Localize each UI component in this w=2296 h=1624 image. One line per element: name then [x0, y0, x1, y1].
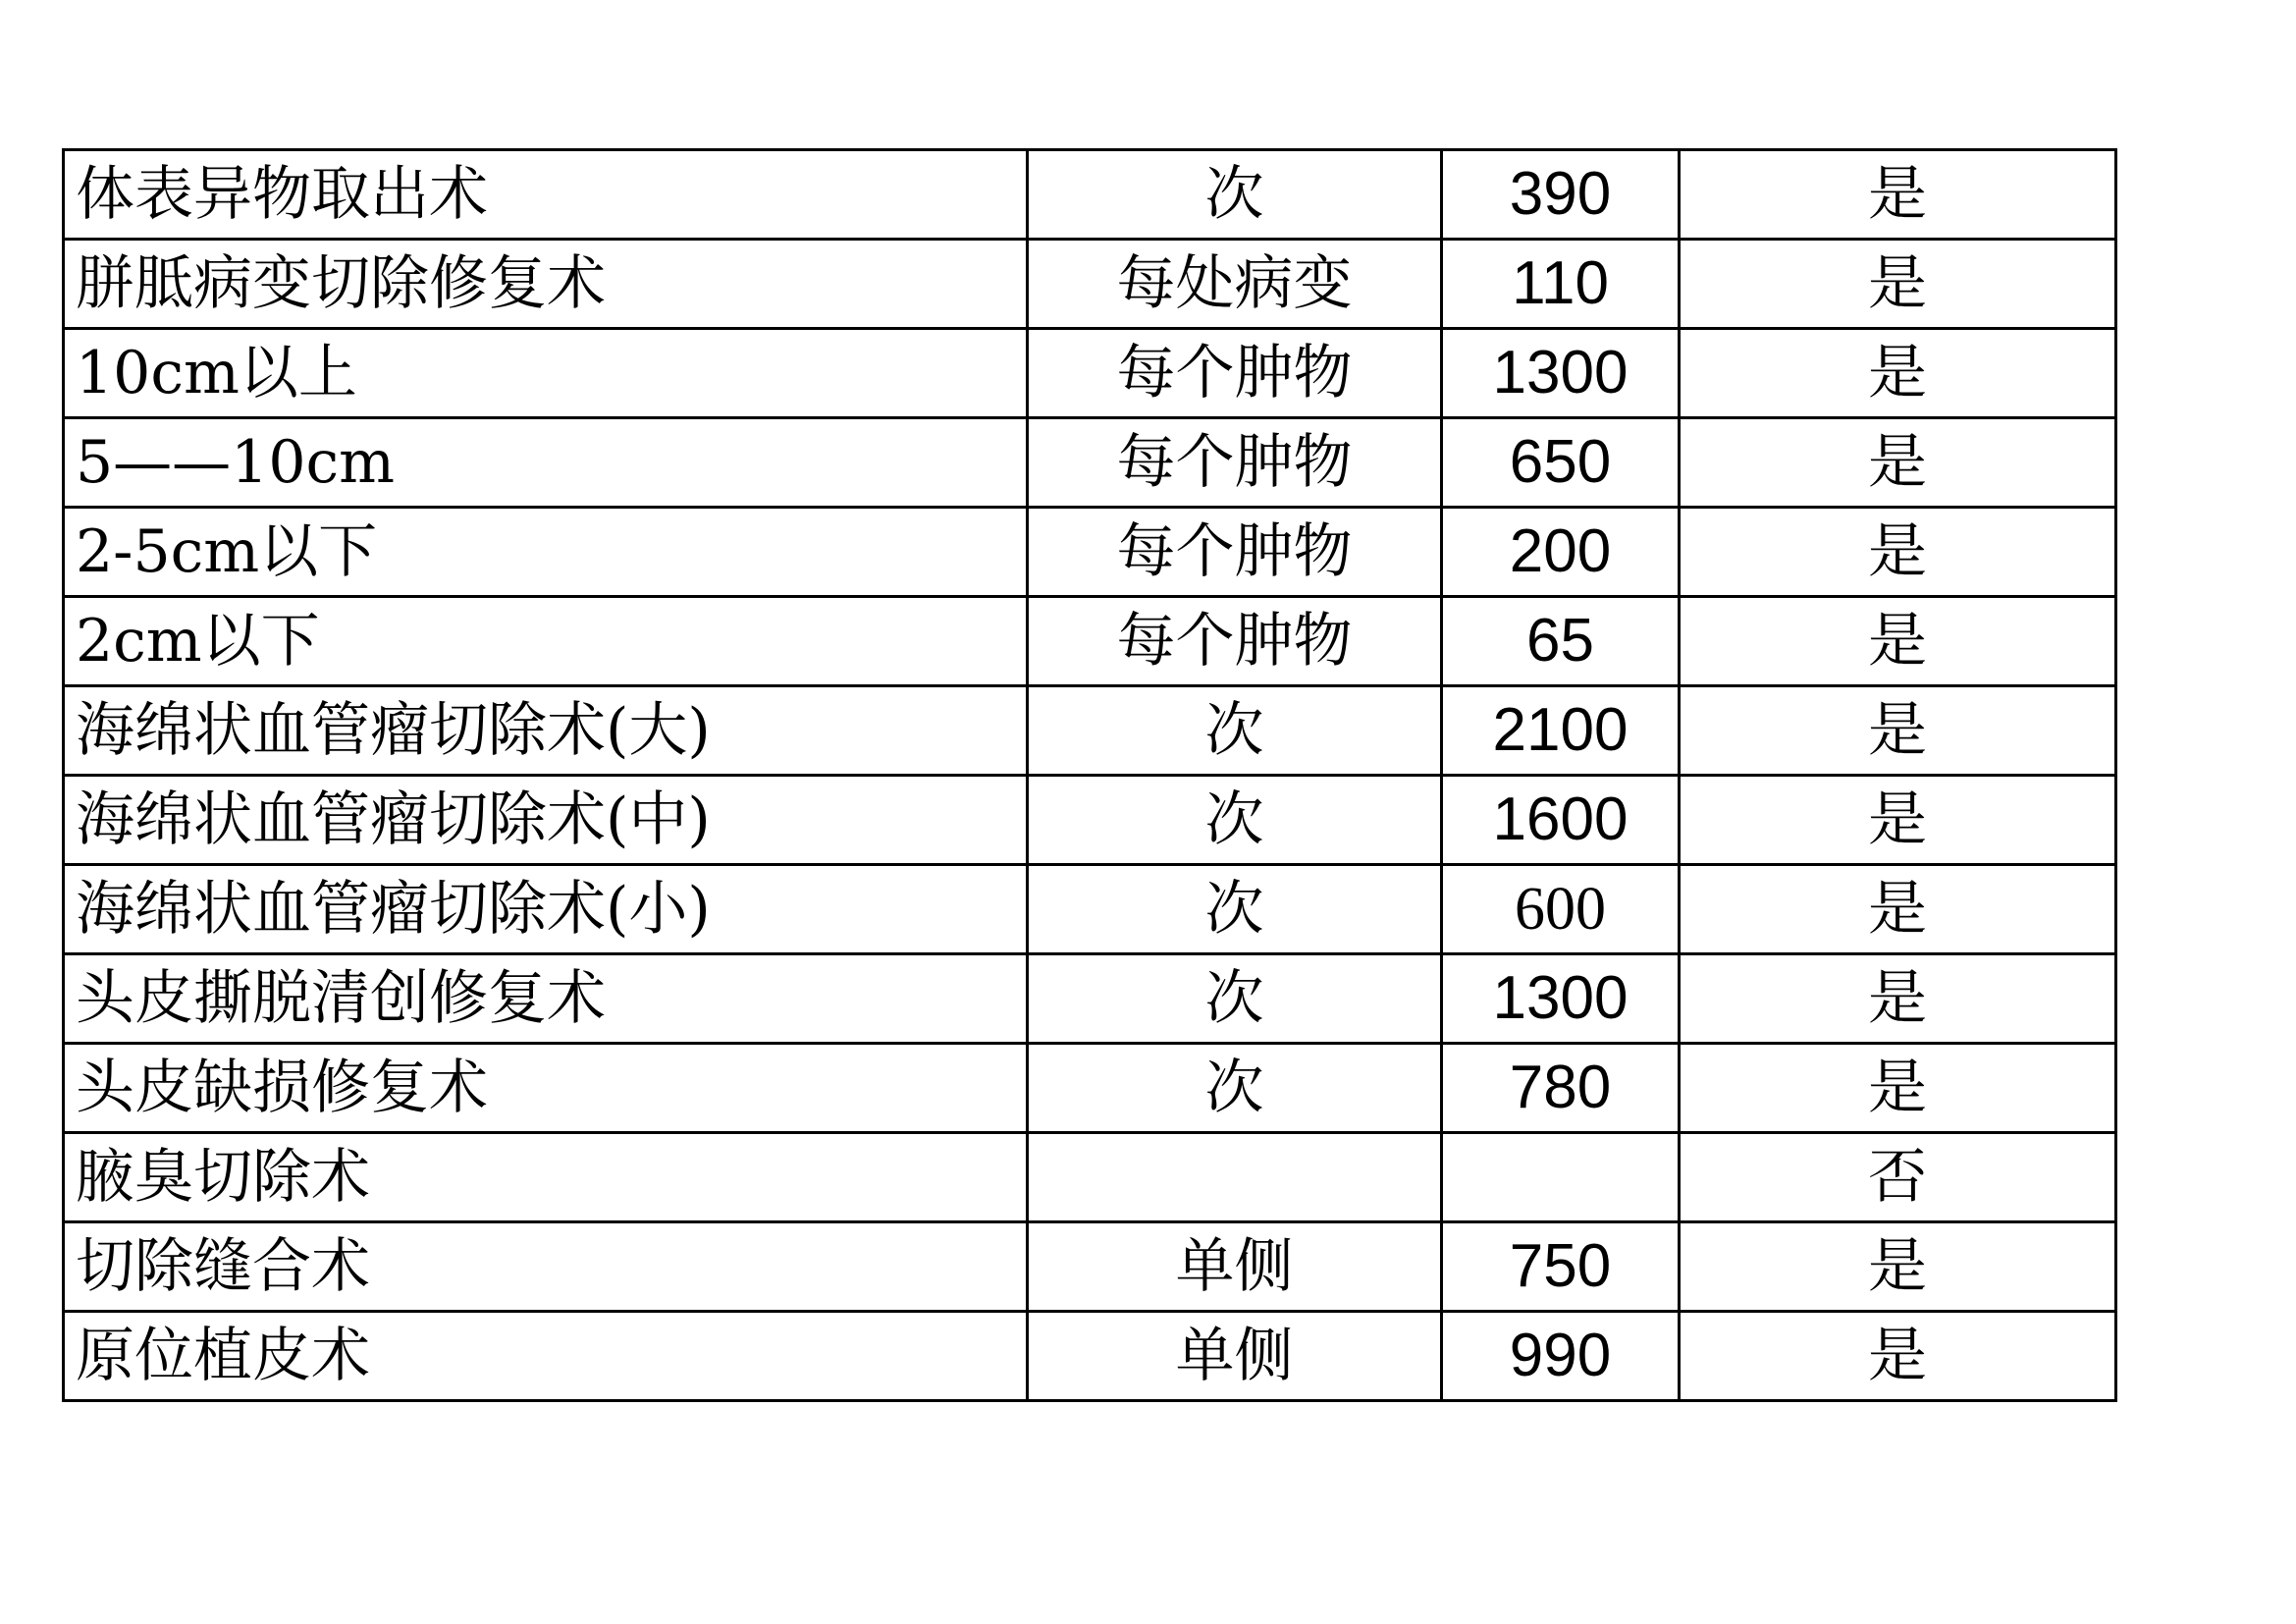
table-row: [64, 1044, 2116, 1133]
price-cell: 650: [1442, 418, 1680, 508]
reimbursable-cell: 是: [1680, 418, 2116, 508]
table-row: [64, 776, 2116, 865]
reimbursable-cell: 是: [1680, 329, 2116, 418]
table-row: [64, 329, 2116, 418]
procedure-name-cell: 海绵状血管瘤切除术(大): [64, 686, 1028, 776]
price-cell: [1442, 1133, 1680, 1222]
unit-cell: 每处病变: [1028, 240, 1442, 329]
procedure-name-cell: 腋臭切除术: [64, 1133, 1028, 1222]
reimbursable-cell: 是: [1680, 240, 2116, 329]
reimbursable-cell: 是: [1680, 776, 2116, 865]
table-row: [64, 1133, 2116, 1222]
unit-cell: 每个肿物: [1028, 508, 1442, 597]
procedure-name-cell: 体表异物取出术: [64, 150, 1028, 240]
procedure-name-cell: 海绵状血管瘤切除术(中): [64, 776, 1028, 865]
price-cell: 65: [1442, 597, 1680, 686]
table-row: [64, 1312, 2116, 1401]
table-row: [64, 686, 2116, 776]
procedure-name-cell: 胼胝病变切除修复术: [64, 240, 1028, 329]
procedure-name-cell: 2-5cm以下: [64, 508, 1028, 597]
unit-cell: 次: [1028, 776, 1442, 865]
table-row: [64, 865, 2116, 954]
table-row: [64, 597, 2116, 686]
table-row: [64, 240, 2116, 329]
price-cell: 110: [1442, 240, 1680, 329]
unit-cell: 每个肿物: [1028, 418, 1442, 508]
procedure-name-cell: 10cm以上: [64, 329, 1028, 418]
price-cell: 750: [1442, 1222, 1680, 1312]
unit-cell: 每个肿物: [1028, 597, 1442, 686]
reimbursable-cell: 是: [1680, 508, 2116, 597]
unit-cell: 次: [1028, 150, 1442, 240]
reimbursable-cell: 是: [1680, 1312, 2116, 1401]
price-cell: 990: [1442, 1312, 1680, 1401]
reimbursable-cell: 是: [1680, 954, 2116, 1044]
price-cell: 1300: [1442, 329, 1680, 418]
unit-cell: 单侧: [1028, 1222, 1442, 1312]
price-cell: 200: [1442, 508, 1680, 597]
reimbursable-cell: 是: [1680, 1044, 2116, 1133]
table-row: [64, 150, 2116, 240]
unit-cell: [1028, 1133, 1442, 1222]
unit-cell: 次: [1028, 1044, 1442, 1133]
table-row: [64, 954, 2116, 1044]
unit-cell: 次: [1028, 865, 1442, 954]
price-cell: 390: [1442, 150, 1680, 240]
procedure-name-cell: 2cm以下: [64, 597, 1028, 686]
procedure-name-cell: 海绵状血管瘤切除术(小): [64, 865, 1028, 954]
price-cell: 780: [1442, 1044, 1680, 1133]
price-cell: 2100: [1442, 686, 1680, 776]
unit-cell: 每个肿物: [1028, 329, 1442, 418]
procedure-name-cell: 原位植皮术: [64, 1312, 1028, 1401]
fee-table: [62, 148, 2117, 1402]
table-row: [64, 418, 2116, 508]
price-cell: 600: [1442, 865, 1680, 954]
procedure-name-cell: 5——10cm: [64, 418, 1028, 508]
table-row: [64, 508, 2116, 597]
reimbursable-cell: 是: [1680, 1222, 2116, 1312]
procedure-name-cell: 头皮缺损修复术: [64, 1044, 1028, 1133]
reimbursable-cell: 是: [1680, 150, 2116, 240]
reimbursable-cell: 是: [1680, 686, 2116, 776]
unit-cell: 次: [1028, 954, 1442, 1044]
fee-table-body: [64, 150, 2116, 1401]
price-cell: 1600: [1442, 776, 1680, 865]
reimbursable-cell: 否: [1680, 1133, 2116, 1222]
unit-cell: 次: [1028, 686, 1442, 776]
reimbursable-cell: 是: [1680, 865, 2116, 954]
table-row: [64, 1222, 2116, 1312]
procedure-name-cell: 头皮撕脱清创修复术: [64, 954, 1028, 1044]
price-cell: 1300: [1442, 954, 1680, 1044]
procedure-name-cell: 切除缝合术: [64, 1222, 1028, 1312]
reimbursable-cell: 是: [1680, 597, 2116, 686]
unit-cell: 单侧: [1028, 1312, 1442, 1401]
